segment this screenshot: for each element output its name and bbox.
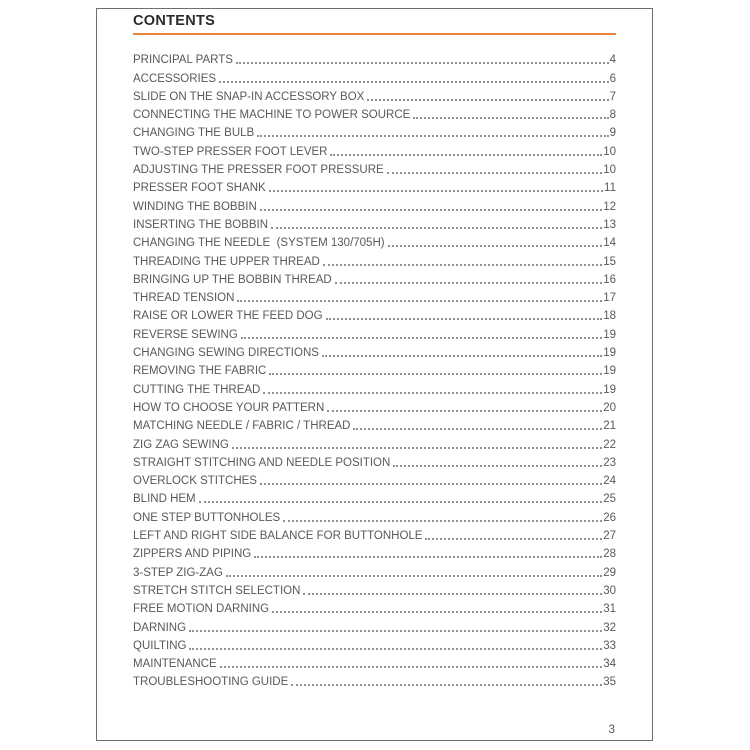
toc-entry [133, 250, 616, 268]
dot-leader [291, 684, 602, 686]
dot-leader [387, 172, 602, 174]
toc-entry-label: ADJUSTING THE PRESSER FOOT PRESSURE [133, 164, 384, 177]
dot-leader [220, 666, 603, 668]
toc-entry-label: THREAD TENSION [133, 292, 235, 305]
toc-entry-label: PRINCIPAL PARTS [133, 54, 233, 67]
toc-list [133, 49, 616, 689]
toc-entry-label: STRAIGHT STITCHING AND NEEDLE POSITION [133, 456, 391, 469]
toc-entry [133, 86, 616, 104]
toc-entry [133, 671, 616, 689]
toc-entry-page: 25 [603, 493, 616, 506]
toc-entry-label: LEFT AND RIGHT SIDE BALANCE FOR BUTTONHOLE [133, 530, 423, 543]
toc-entry [133, 653, 616, 671]
dot-leader [263, 392, 602, 394]
toc-entry-label: RAISE OR LOWER THE FEED DOG [133, 310, 323, 323]
toc-entry [133, 214, 616, 232]
toc-entry-label: BRINGING UP THE BOBBIN THREAD [133, 273, 332, 286]
dot-leader [353, 428, 602, 430]
toc-entry-page: 18 [603, 310, 616, 323]
toc-entry-page: 26 [603, 511, 616, 524]
toc-entry-label: MAINTENANCE [133, 658, 217, 671]
toc-entry-label: BLIND HEM [133, 493, 196, 506]
toc-entry-label: PRESSER FOOT SHANK [133, 182, 266, 195]
dot-leader [237, 300, 602, 302]
toc-entry [133, 177, 616, 195]
toc-entry [133, 287, 616, 305]
toc-entry-label: ZIG ZAG SEWING [133, 438, 229, 451]
toc-entry [133, 470, 616, 488]
toc-entry-label: STRETCH STITCH SELECTION [133, 584, 301, 597]
title-underline-rule [133, 33, 616, 35]
dot-leader [388, 245, 603, 247]
toc-entry-page: 10 [603, 145, 616, 158]
toc-entry-page: 11 [604, 182, 616, 195]
toc-entry-page: 4 [609, 54, 616, 67]
toc-entry [133, 580, 616, 598]
toc-entry [133, 140, 616, 158]
dot-leader [272, 611, 602, 613]
toc-entry-label: OVERLOCK STITCHES [133, 475, 257, 488]
page-content [133, 9, 616, 740]
dot-leader [425, 538, 602, 540]
toc-entry [133, 598, 616, 616]
toc-entry [133, 488, 616, 506]
toc-entry-label: INSERTING THE BOBBIN [133, 218, 269, 231]
dot-leader [241, 337, 602, 339]
toc-entry-page: 30 [603, 584, 616, 597]
toc-entry-page: 13 [603, 218, 616, 231]
dot-leader [283, 520, 602, 522]
toc-entry-page: 32 [603, 621, 616, 634]
dot-leader [269, 373, 602, 375]
dot-leader [254, 556, 602, 558]
toc-entry-label: TWO-STEP PRESSER FOOT LEVER [133, 145, 328, 158]
footer-page-number: 3 [608, 722, 615, 736]
dot-leader [189, 648, 602, 650]
dot-leader [367, 99, 608, 101]
toc-entry-label: HOW TO CHOOSE YOUR PATTERN [133, 401, 325, 414]
dot-leader [269, 190, 603, 192]
manual-page [96, 8, 653, 741]
toc-entry [133, 67, 616, 85]
toc-entry-label: CHANGING SEWING DIRECTIONS [133, 347, 319, 360]
toc-entry-label: REMOVING THE FABRIC [133, 365, 267, 378]
toc-entry [133, 433, 616, 451]
toc-entry [133, 525, 616, 543]
dot-leader [236, 62, 609, 64]
toc-entry-label: CHANGING THE BULB [133, 127, 255, 140]
dot-leader [326, 318, 603, 320]
toc-entry [133, 543, 616, 561]
toc-entry [133, 305, 616, 323]
toc-entry-page: 8 [609, 109, 616, 122]
toc-entry-page: 19 [603, 328, 616, 341]
dot-leader [327, 410, 602, 412]
toc-entry-page: 15 [603, 255, 616, 268]
toc-entry-label: QUILTING [133, 639, 187, 652]
toc-entry-page: 29 [603, 566, 616, 579]
toc-entry-label: SLIDE ON THE SNAP-IN ACCESSORY BOX [133, 90, 365, 103]
toc-entry-label: ACCESSORIES [133, 72, 217, 85]
toc-entry-page: 16 [603, 273, 616, 286]
toc-entry-label: ONE STEP BUTTONHOLES [133, 511, 281, 524]
toc-entry [133, 635, 616, 653]
toc-entry [133, 323, 616, 341]
toc-entry-label: REVERSE SEWING [133, 328, 238, 341]
toc-entry [133, 506, 616, 524]
toc-entry [133, 122, 616, 140]
toc-entry-page: 6 [609, 72, 616, 85]
dot-leader [413, 117, 608, 119]
toc-entry-page: 10 [603, 164, 616, 177]
toc-entry-page: 27 [603, 530, 616, 543]
toc-entry-page: 35 [603, 676, 616, 689]
toc-entry-page: 21 [603, 420, 616, 433]
toc-entry-page: 33 [603, 639, 616, 652]
dot-leader [260, 209, 602, 211]
page-title: CONTENTS [133, 13, 216, 29]
toc-entry-label: CHANGING THE NEEDLE (SYSTEM 130/705H) [133, 237, 385, 250]
toc-entry [133, 342, 616, 360]
toc-entry-page: 12 [603, 200, 616, 213]
dot-leader [335, 282, 602, 284]
toc-entry [133, 616, 616, 634]
toc-entry-page: 28 [603, 548, 616, 561]
dot-leader [271, 227, 602, 229]
dot-leader [323, 264, 602, 266]
toc-entry-page: 20 [603, 401, 616, 414]
toc-entry [133, 415, 616, 433]
toc-entry-label: CUTTING THE THREAD [133, 383, 261, 396]
toc-entry [133, 378, 616, 396]
toc-entry [133, 195, 616, 213]
toc-entry-label: ZIPPERS AND PIPING [133, 548, 252, 561]
toc-entry-page: 24 [603, 475, 616, 488]
toc-entry-label: MATCHING NEEDLE / FABRIC / THREAD [133, 420, 351, 433]
toc-entry-page: 19 [603, 383, 616, 396]
toc-entry-page: 31 [603, 603, 616, 616]
dot-leader [303, 593, 602, 595]
toc-entry-label: DARNING [133, 621, 187, 634]
dot-leader [189, 630, 602, 632]
dot-leader [322, 355, 602, 357]
toc-entry-page: 19 [603, 347, 616, 360]
toc-entry [133, 397, 616, 415]
dot-leader [393, 465, 602, 467]
dot-leader [257, 135, 608, 137]
dot-leader [219, 81, 609, 83]
dot-leader [199, 501, 603, 503]
toc-entry-page: 23 [603, 456, 616, 469]
dot-leader [330, 154, 602, 156]
toc-entry-page: 34 [603, 658, 616, 671]
dot-leader [226, 575, 602, 577]
toc-entry-label: THREADING THE UPPER THREAD [133, 255, 320, 268]
toc-entry-page: 19 [603, 365, 616, 378]
toc-entry-page: 9 [609, 127, 616, 140]
toc-entry-label: 3-STEP ZIG-ZAG [133, 566, 223, 579]
toc-entry [133, 49, 616, 67]
toc-entry [133, 232, 616, 250]
toc-entry [133, 561, 616, 579]
toc-entry-label: CONNECTING THE MACHINE TO POWER SOURCE [133, 109, 411, 122]
toc-entry [133, 452, 616, 470]
toc-entry-page: 22 [603, 438, 616, 451]
dot-leader [260, 483, 602, 485]
dot-leader [232, 447, 602, 449]
toc-entry-label: WINDING THE BOBBIN [133, 200, 257, 213]
toc-entry [133, 159, 616, 177]
toc-entry [133, 269, 616, 287]
toc-entry-page: 14 [603, 237, 616, 250]
toc-entry-page: 7 [609, 90, 616, 103]
toc-entry [133, 104, 616, 122]
toc-entry-page: 17 [603, 292, 616, 305]
toc-entry [133, 360, 616, 378]
toc-entry-label: FREE MOTION DARNING [133, 603, 270, 616]
toc-entry-label: TROUBLESHOOTING GUIDE [133, 676, 289, 689]
